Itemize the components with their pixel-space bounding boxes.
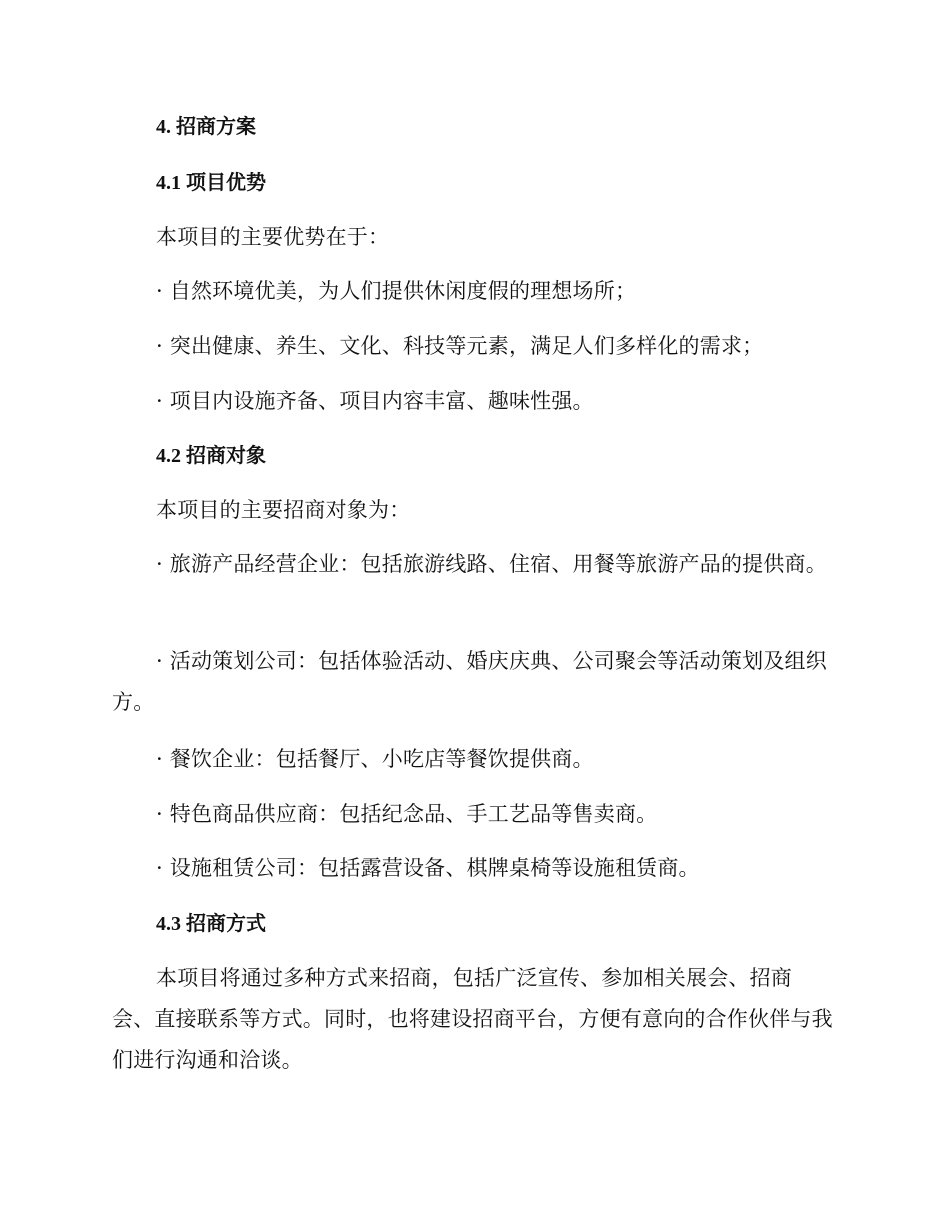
section-4-1-intro: 本项目的主要优势在于： (156, 225, 390, 249)
section-4-1-item: · 自然环境优美，为人们提供休闲度假的理想场所； (156, 279, 637, 303)
section-4-2-heading: 4.2 招商对象 (156, 445, 266, 467)
section-4-1-item: · 突出健康、养生、文化、科技等元素，满足人们多样化的需求； (156, 334, 764, 358)
section-4-2-intro: 本项目的主要招商对象为： (156, 498, 411, 522)
section-4-1-item: · 项目内设施齐备、项目内容丰富、趣味性强。 (156, 389, 594, 413)
section-4-2-item: · 餐饮企业：包括餐厅、小吃店等餐饮提供商。 (156, 747, 594, 771)
section-4-3-heading: 4.3 招商方式 (156, 913, 266, 935)
section-4-1-heading: 4.1 项目优势 (156, 172, 266, 194)
main-heading: 4. 招商方案 (156, 116, 256, 138)
section-4-3-body: 本项目将通过多种方式来招商，包括广泛宣传、参加相关展会、招商会、直接联系等方式。同时，也将建设招商平台，方便有意向的合作伙伴与我们进行沟通和洽谈。 (112, 966, 833, 1072)
section-4-2-item: · 设施租赁公司：包括露营设备、棋牌桌椅等设施租赁商。 (156, 856, 700, 880)
section-4-2-item: · 特色商品供应商：包括纪念品、手工艺品等售卖商。 (156, 802, 658, 826)
section-4-2-item: · 旅游产品经营企业：包括旅游线路、住宿、用餐等旅游产品的提供商。 (156, 552, 827, 576)
section-4-2-item: · 活动策划公司：包括体验活动、婚庆庆典、公司聚会等活动策划及组织方。 (112, 649, 827, 714)
